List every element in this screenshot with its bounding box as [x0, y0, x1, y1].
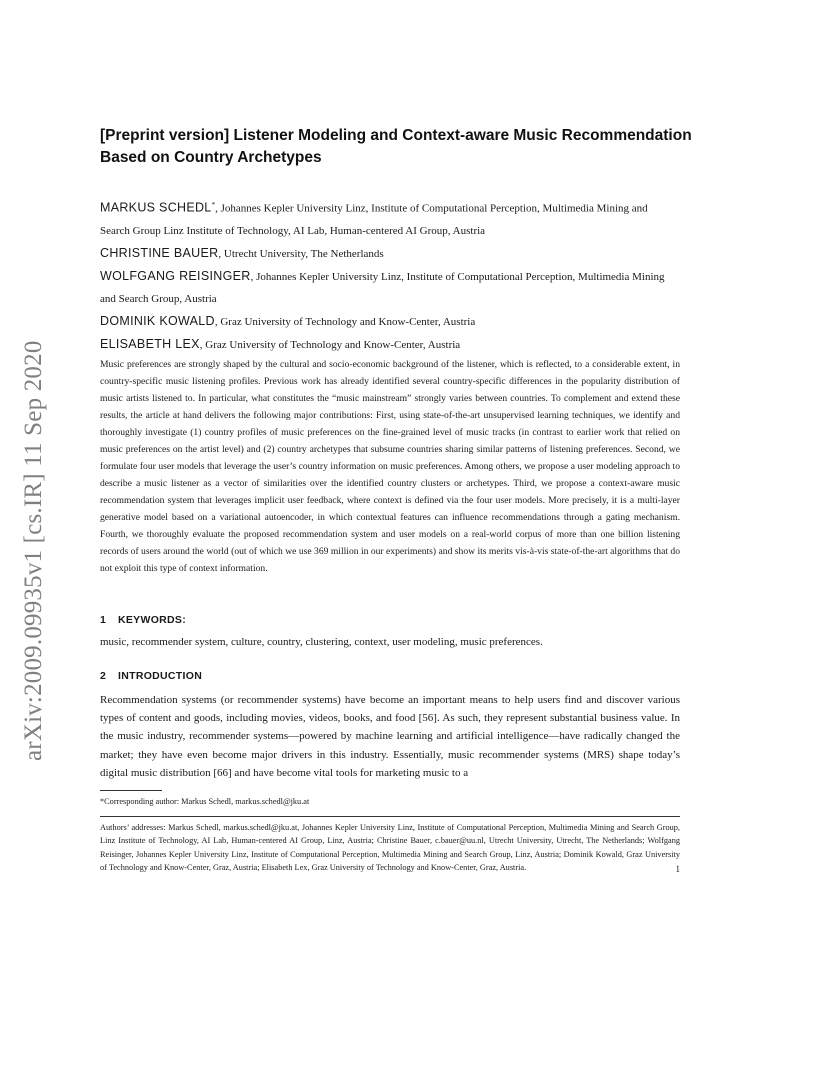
section-title: KEYWORDS:: [118, 614, 187, 626]
addresses-rule: [100, 816, 680, 817]
author-addresses: Authors’ addresses: Markus Schedl, markus.schedl@jku.at, Johannes Kepler University Linz, Institute of Computational Perception, Multimedia Mining and Search Group, Linz Institute of Technology, AI Lab, Human-centered AI Group, Linz, Austria; Christine Bauer, c.bauer@uu.nl, Utrecht University, Utrecht, The Netherlands; Wolfgang Reisinger, Johannes Kepler University Linz, Institute of Computational Perception, Multimedia Mining and Search Group, Linz, Austria; Dominik Kowald, Graz University of Technology and Know-Center, Graz, Austria; Elisabeth Lex, Graz University of Technology and Know-Center, Graz, Austria.: [100, 823, 680, 872]
corresponding-mark: *: [211, 201, 216, 209]
author-entry: [100, 333, 680, 356]
author-affiliation: , Johannes Kepler University Linz, Institute of Computational Perception, Multimedia Mining and Search Group Linz Institute of Technology, AI Lab, Human-centered AI Group, Austria: [100, 202, 648, 237]
introduction-text: Recommendation systems (or recommender systems) have become an important means to help users find and discover various types of content and goods, including movies, videos, books, and food [56]. As such, they represent substantial business value. In the music industry, recommender systems—powered by machine learning and artificial intelligence—have radically changed the market; they have even become major drivers in this industry. Essentially, music recommender systems (MRS) shape today’s digital music distribution [66] and have become vital tools for marketing music to a: [100, 694, 680, 779]
author-affiliation: , Graz University of Technology and Know-Center, Austria: [199, 338, 461, 351]
footnote: *Corresponding author: Markus Schedl, markus.schedl@jku.at: [100, 797, 310, 806]
paper-title: [Preprint version] Listener Modeling and Context-aware Music Recommendation Based on Country Archetypes: [100, 127, 692, 166]
arxiv-stamp-text: arXiv:2009.09935v1 [cs.IR] 11 Sep 2020: [20, 340, 47, 761]
arxiv-stamp: [20, 296, 56, 761]
author-name: DOMINIK KOWALD: [100, 313, 215, 328]
author-affiliation: , Utrecht University, The Netherlands: [218, 247, 384, 260]
author-entry: [100, 265, 680, 310]
page-number: 1: [675, 864, 680, 874]
author-entry: [100, 310, 680, 333]
keywords-text: music, recommender system, culture, country, clustering, context, user modeling, music preferences.: [100, 636, 543, 648]
author-name: ELISABETH LEX: [100, 336, 200, 351]
section-number: 2: [100, 670, 107, 682]
footnote-rule: [100, 790, 162, 791]
section-heading-keywords: [100, 614, 500, 626]
author-name: CHRISTINE BAUER: [100, 245, 219, 260]
section-number: 1: [100, 614, 107, 626]
abstract: Music preferences are strongly shaped by the cultural and socio-economic background of the listener, which is reflected, to a considerable extent, in country-specific music listening profiles. Previous work has already identified several country-specific differences in the popularity distribution of music artists listened to. In particular, what constitutes the “music mainstream” strongly varies between countries. To complement and extend these results, the article at hand delivers the following major contributions: First, using state-of-the-art unsupervised learning techniques, we identify and thoroughly investigate (1) country profiles of music preferences on the fine-grained level of music tracks (in contrast to earlier work that relied on music preferences on the artist level) and (2) country archetypes that subsume countries sharing similar patterns of listening preferences. Second, we formulate four user models that leverage the user’s country information on music preferences. Among others, we propose a user modeling approach to describe a music listener as a vector of similarities over the identified country clusters or archetypes. Third, we propose a context-aware music recommendation system that leverages implicit user feedback, where context is defined via the four user models. More precisely, it is a multi-layer generative model based on a variational autoencoder, in which contextual features can influence recommendations through a gating mechanism. Fourth, we thoroughly evaluate the proposed recommendation system and user models on a real-world corpus of more than one billion listening records of users around the world (out of which we use 369 million in our experiments) and show its merits vis-à-vis state-of-the-art algorithms that do not exploit this type of context information.: [100, 359, 680, 574]
author-name: MARKUS SCHEDL: [100, 200, 212, 215]
section-title: INTRODUCTION: [118, 670, 203, 682]
section-heading-introduction: [100, 670, 500, 682]
author-affiliation: , Johannes Kepler University Linz, Institute of Computational Perception, Multimedia Mining and Search Group, Austria: [100, 270, 665, 305]
author-entry: [100, 242, 680, 265]
author-entry: [100, 194, 680, 242]
author-list: [100, 194, 680, 356]
author-affiliation: , Graz University of Technology and Know-Center, Austria: [214, 315, 476, 328]
author-name: WOLFGANG REISINGER: [100, 268, 251, 283]
